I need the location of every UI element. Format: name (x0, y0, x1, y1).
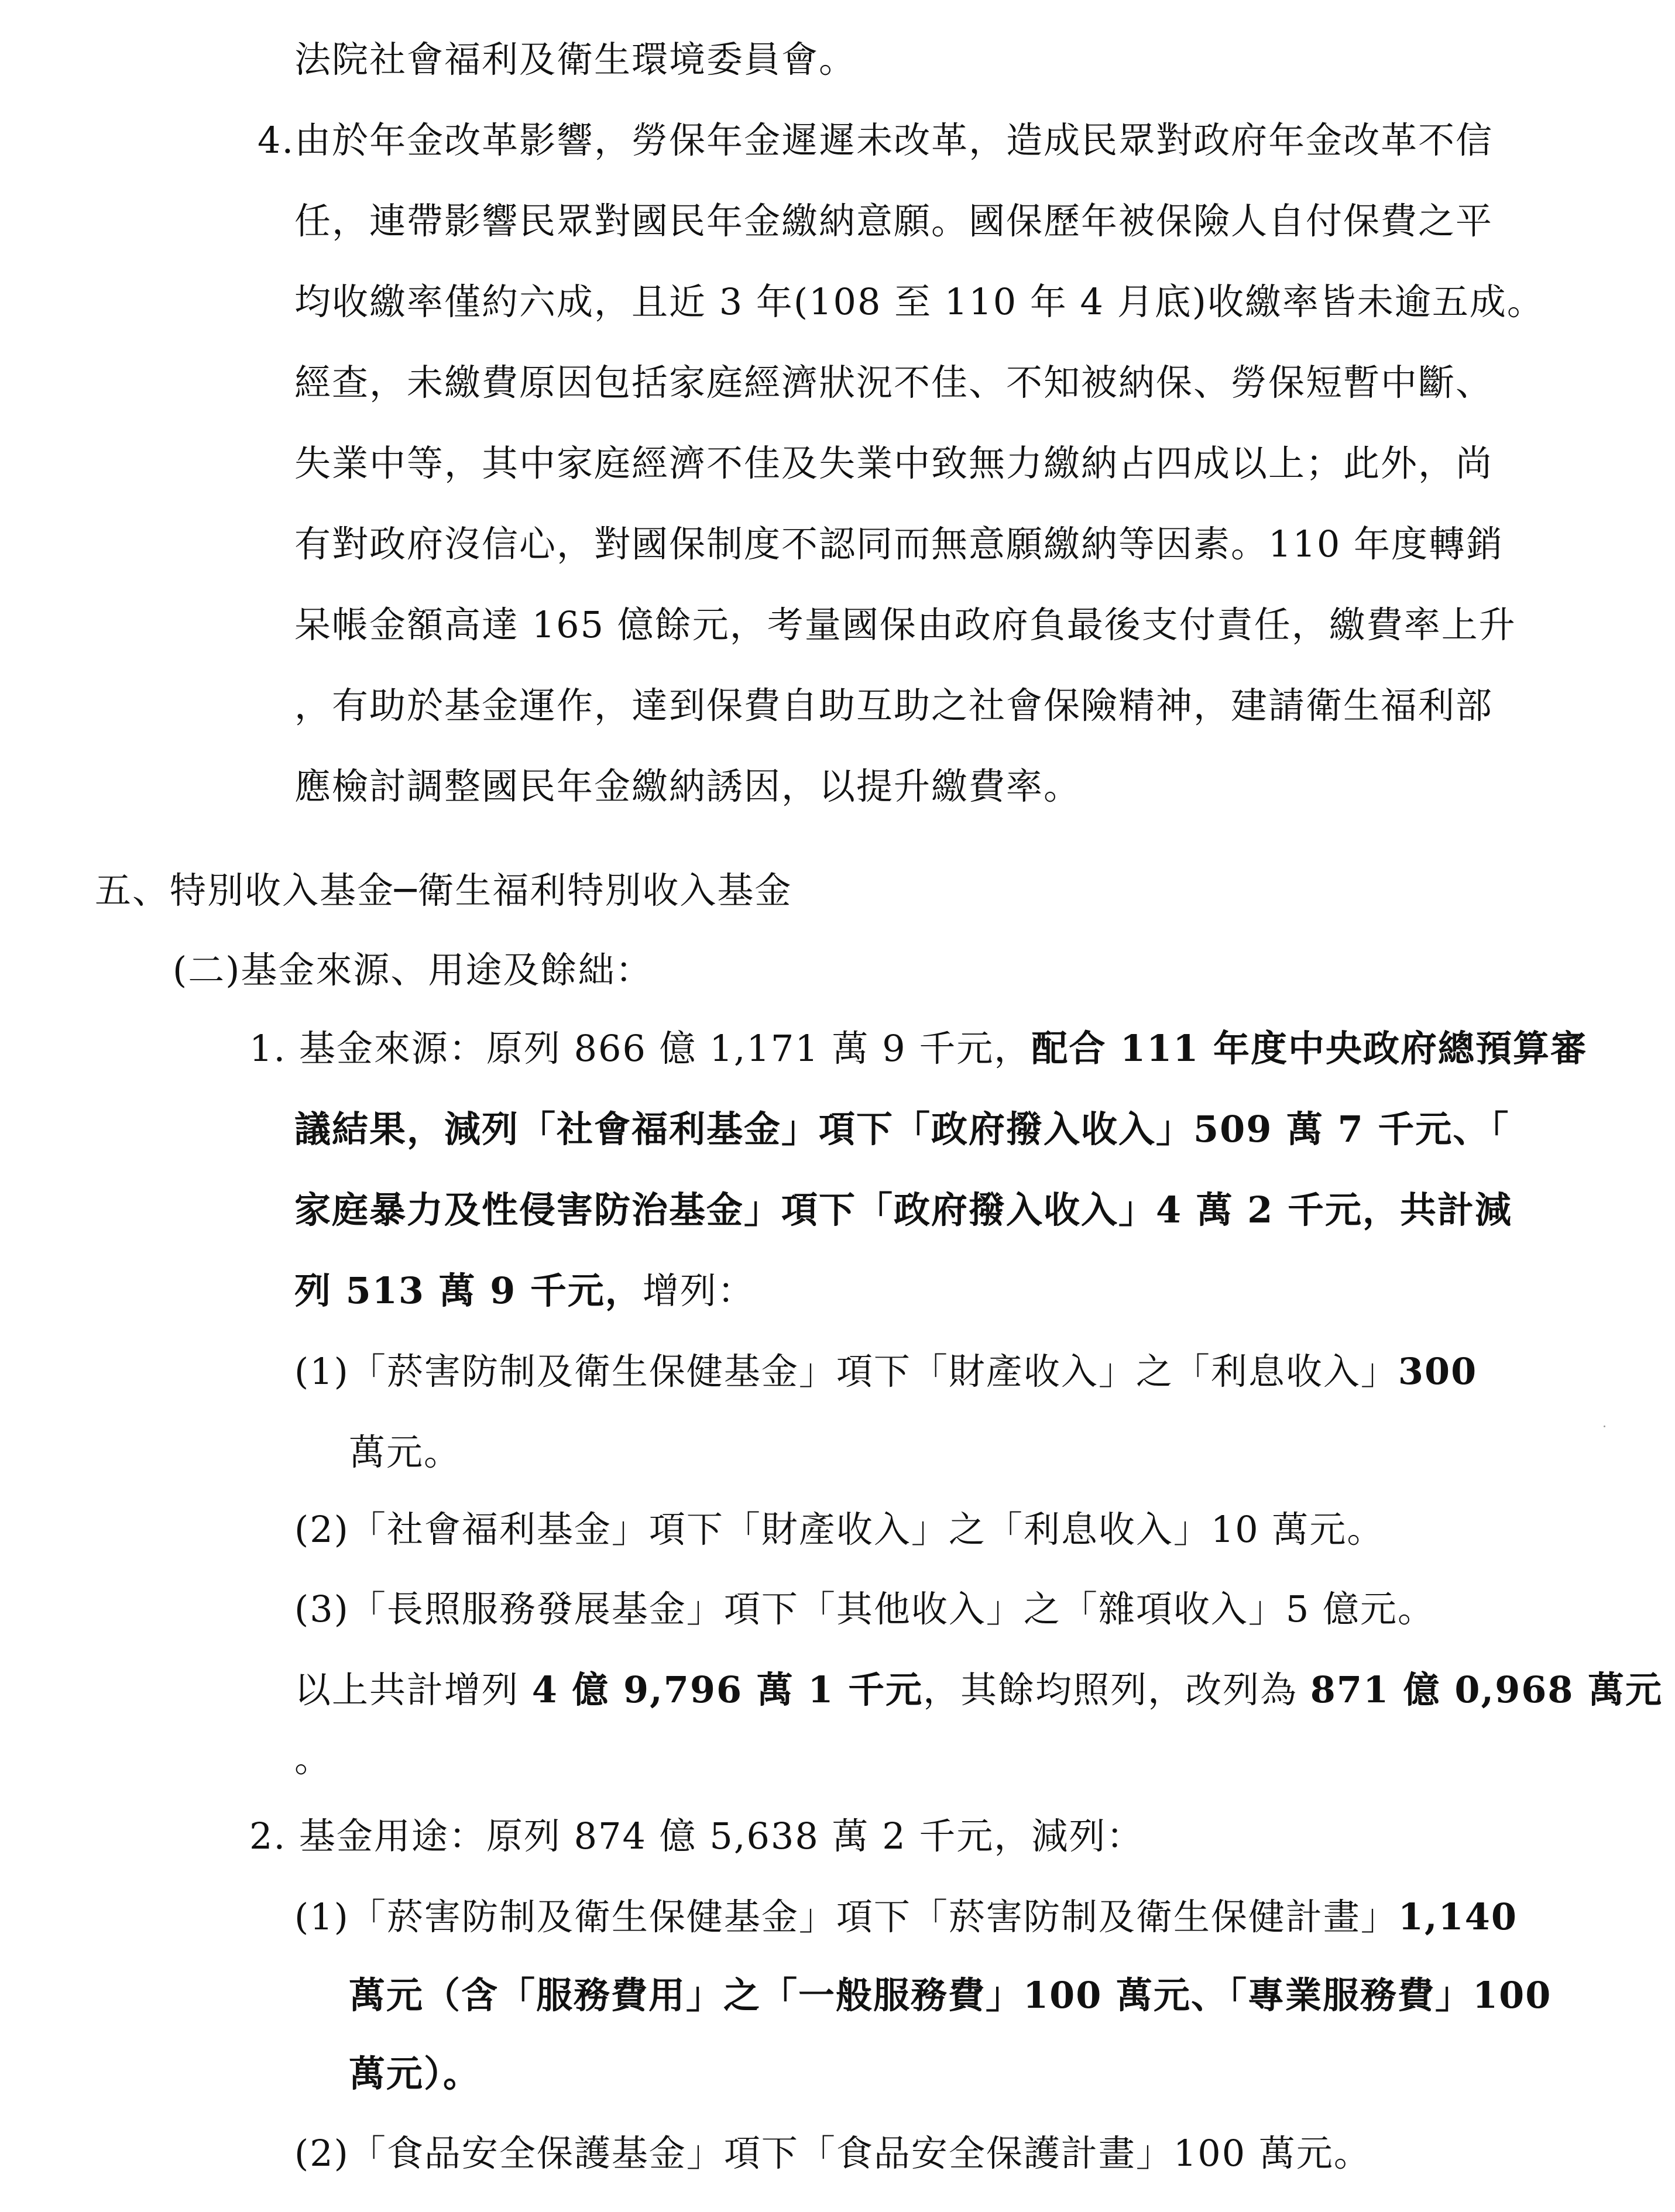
sub-item-1: (1)「菸害防制及衛生保健基金」項下「菸害防制及衛生保健計畫」1,140 (294, 1895, 1518, 1938)
sub-item-3: (3)「長照服務發展基金」項下「其他收入」之「雜項收入」5 億元。 (294, 1588, 1435, 1630)
text-line: ，有助於基金運作，達到保費自助互助之社會保險精神，建請衛生福利部 (294, 684, 1494, 727)
text-line: 均收繳率僅約六成，且近 3 年(108 至 110 年 4 月底)收繳率皆未逾五成。 (294, 280, 1544, 323)
sub-item-2: (2)「社會福利基金」項下「財產收入」之「利息收入」10 萬元。 (294, 1508, 1385, 1551)
section-heading: 五、特別收入基金─衛生福利特別收入基金 (95, 869, 792, 912)
text-line: 應檢討調整國民年金繳納誘因，以提升繳費率。 (294, 765, 1082, 808)
subsection-heading: (二)基金來源、用途及餘絀： (173, 949, 653, 991)
text-line: 法院社會福利及衛生環境委員會。 (294, 38, 857, 81)
text-line: 呆帳金額高達 165 億餘元，考量國保由政府負最後支付責任，繳費率上升 (294, 603, 1516, 646)
summary-line: 以上共計增列 4 億 9,796 萬 1 千元，其餘均照列，改列為 871 億 0,968 萬元 (294, 1668, 1663, 1711)
text-line: 。 (294, 1737, 332, 1780)
text-line: 萬元）。 (349, 2052, 481, 2095)
text-line: 列 513 萬 9 千元，增列： (294, 1269, 755, 1312)
list-item-2: 2. 基金用途：原列 874 億 5,638 萬 2 千元，減列： (249, 1815, 1144, 1857)
text-line: 萬元。 (349, 1431, 462, 1473)
list-item-1: 1. 基金來源：原列 866 億 1,171 萬 9 千元，配合 111 年度中央政府總預算審 (249, 1027, 1588, 1070)
text-line: 有對政府沒信心，對國保制度不認同而無意願繳納等因素。110 年度轉銷 (294, 523, 1504, 565)
text-line: 任，連帶影響民眾對國民年金繳納意願。國保歷年被保險人自付保費之平 (294, 200, 1494, 242)
text-line: 議結果，減列「社會福利基金」項下「政府撥入收入」509 萬 7 千元、「 (294, 1108, 1510, 1150)
text-line: 家庭暴力及性侵害防治基金」項下「政府撥入收入」4 萬 2 千元，共計減 (294, 1189, 1513, 1231)
scan-speck (1604, 1426, 1605, 1427)
text-line: 萬元（含「服務費用」之「一般服務費」100 萬元、「專業服務費」100 (349, 1974, 1552, 2017)
text-line: 經查，未繳費原因包括家庭經濟狀況不佳、不知被納保、勞保短暫中斷、 (294, 361, 1494, 404)
list-item-4: 4.由於年金改革影響，勞保年金遲遲未改革，造成民眾對政府年金改革不信 (258, 119, 1494, 162)
sub-item-2: (2)「食品安全保護基金」項下「食品安全保護計畫」100 萬元。 (294, 2132, 1371, 2175)
text-line: 失業中等，其中家庭經濟不佳及失業中致無力繳納占四成以上；此外，尚 (294, 442, 1494, 485)
sub-item-1: (1)「菸害防制及衛生保健基金」項下「財產收入」之「利息收入」300 (294, 1350, 1478, 1393)
